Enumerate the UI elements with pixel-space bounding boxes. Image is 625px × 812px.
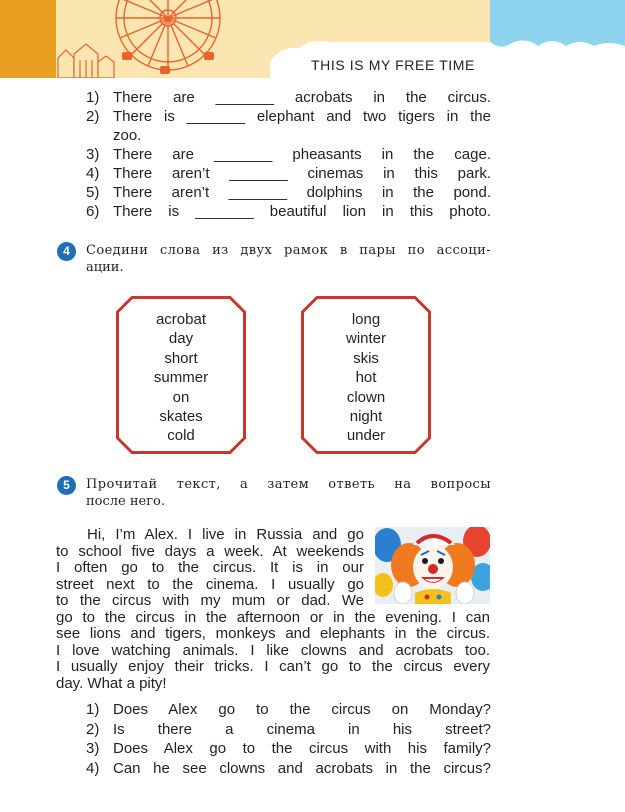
word-item: under — [346, 427, 386, 445]
task-5-instruction: Прочитай текст, а затем ответь на вопросы после него. — [86, 477, 491, 509]
word-item: cold — [167, 427, 195, 445]
word-item: winter — [345, 330, 386, 348]
question-item: 1) Does Alex go to the circus on Monday? — [86, 701, 491, 718]
question-item: 3) Does Alex go to the circus with his family? — [86, 740, 491, 757]
page-number: 93 — [522, 53, 538, 69]
sentence-item: 6) There is _______ beautiful lion in this photo. — [86, 203, 491, 220]
ferris-wheel-icon — [56, 0, 236, 78]
running-title: THIS IS MY FREE TIME — [311, 57, 475, 73]
word-item: day — [168, 330, 194, 348]
word-item: hot — [355, 369, 377, 387]
word-item: night — [349, 408, 383, 426]
question-item: 4) Can he see clowns and acrobats in the circus? — [86, 759, 491, 777]
sentence-item: 5) There aren’t _______ dolphins in the pond. — [86, 184, 491, 201]
task-4-instruction: Соедини слова из двух рамок в пары по ассоци- ации. — [86, 243, 491, 275]
question-item: 2) Is there a cinema in his street? — [86, 720, 491, 738]
word-item: skis — [353, 349, 379, 367]
word-item: long — [351, 311, 381, 328]
sentence-item: 2) There is _______ elephant and two tigers in the zoo. — [86, 108, 491, 144]
task-4-badge: 4 — [57, 242, 76, 261]
reading-text: Hi, I’m Alex. I live in Russia and go to school five days a week. At weekends I often go to the circus. It is in our street next to the cinema. I usually go to the circus with my mum or dad. We go to the circus in the afternoon or in the evening. I can see lions and tigers, monkeys and elephants in the circus. I love watching animals. I like clowns and acrobats too. I usually enjoy their tricks. I can’t go to the circus every day. What a pity! — [56, 526, 490, 692]
sentence-item: 3) There are _______ pheasants in the cage. — [86, 146, 491, 163]
word-item: acrobat — [155, 311, 207, 328]
sentence-item: 4) There aren’t _______ cinemas in this park. — [86, 165, 491, 182]
right-word-list — [306, 310, 426, 446]
word-item: on — [172, 388, 190, 406]
left-word-list — [121, 310, 241, 446]
header-orange-tab — [0, 0, 56, 78]
word-item: skates — [159, 408, 203, 426]
sentence-item: 1) There are _______ acrobats in the circus. — [86, 89, 491, 106]
task-5-badge: 5 — [57, 476, 76, 495]
fill-in-sentences — [86, 88, 491, 221]
questions-list — [86, 700, 491, 778]
word-item: summer — [153, 369, 209, 387]
word-item: short — [164, 349, 198, 367]
word-item: clown — [346, 388, 386, 406]
clown-photo — [375, 527, 490, 604]
